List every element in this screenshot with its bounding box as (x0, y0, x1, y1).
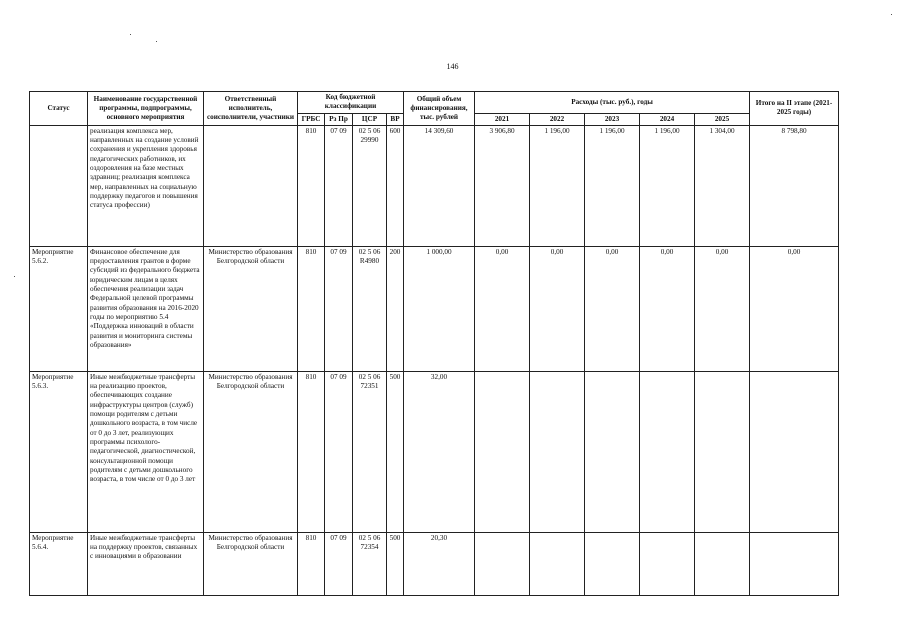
header-rz-pr: Рз Пр (325, 113, 353, 125)
cell-2025 (695, 532, 750, 595)
cell-name: Иные межбюджетные трансферты на реализацию проектов, обеспечивающих создание инфраструктуры центров (служб) помощи родителям с детьми дошкольного возраста, в том числе от 0 до 3 лет, реализующих программы психолого-педагогической, диагностической, консультационной помощи родителям с детьми дошкольного возраста, в том числе от 0 до 3 лет (88, 371, 204, 532)
header-year-2025: 2025 (695, 113, 750, 125)
cell-csr: 02 5 06 72351 (353, 371, 387, 532)
scan-speck (891, 14, 892, 15)
cell-2021: 0,00 (475, 246, 530, 371)
cell-2021: 3 906,80 (475, 125, 530, 246)
cell-2021 (475, 532, 530, 595)
cell-stage-total (750, 371, 839, 532)
cell-name: реализация комплекса мер, направленных на создание условий сохранения и укрепления здоровья педагогических работников, их оздоровления на базе местных здравниц; реализация комплекса мер, направленных на социальную поддержку педагогов и повышения статуса профессии) (88, 125, 204, 246)
page-number: 146 (446, 62, 459, 71)
cell-2022 (530, 371, 585, 532)
cell-stage-total: 0,00 (750, 246, 839, 371)
header-name: Наименование государственной программы, подпрограммы, основного мероприятия (88, 92, 204, 126)
cell-csr: 02 5 06 29990 (353, 125, 387, 246)
cell-2023 (585, 532, 640, 595)
cell-stage-total: 8 798,80 (750, 125, 839, 246)
cell-2022: 0,00 (530, 246, 585, 371)
header-stage-total: Итого на II этапе (2021-2025 годы) (750, 92, 839, 126)
cell-2025: 1 304,00 (695, 125, 750, 246)
header-grbs: ГРБС (298, 113, 325, 125)
cell-2024: 0,00 (640, 246, 695, 371)
scan-speck (156, 41, 157, 42)
cell-2025: 0,00 (695, 246, 750, 371)
cell-vr: 200 (387, 246, 404, 371)
cell-grbs: 810 (298, 371, 325, 532)
cell-csr: 02 5 06 72354 (353, 532, 387, 595)
cell-2024: 1 196,00 (640, 125, 695, 246)
cell-2023: 0,00 (585, 246, 640, 371)
table-row (30, 532, 839, 595)
header-total-financing: Общий объем финансирования, тыс. рублей (404, 92, 475, 126)
cell-rz-pr: 07 09 (325, 532, 353, 595)
header-year-2023: 2023 (585, 113, 640, 125)
cell-status: Мероприятие 5.6.3. (30, 371, 88, 532)
cell-vr: 500 (387, 371, 404, 532)
header-responsible: Ответственный исполнитель, соисполнители, участники (204, 92, 298, 126)
cell-total: 1 000,00 (404, 246, 475, 371)
cell-total: 32,00 (404, 371, 475, 532)
cell-total: 14 309,60 (404, 125, 475, 246)
header-vr: ВР (387, 113, 404, 125)
cell-2024 (640, 532, 695, 595)
cell-responsible: Министерство образования Белгородской области (204, 532, 298, 595)
cell-status (30, 125, 88, 246)
budget-table (29, 91, 839, 596)
cell-csr: 02 5 06 R4980 (353, 246, 387, 371)
table-row (30, 125, 839, 246)
cell-2025 (695, 371, 750, 532)
cell-grbs: 810 (298, 532, 325, 595)
cell-stage-total (750, 532, 839, 595)
table-header (30, 92, 839, 126)
header-year-2022: 2022 (530, 113, 585, 125)
cell-status: Мероприятие 5.6.4. (30, 532, 88, 595)
cell-2021 (475, 371, 530, 532)
cell-2024 (640, 371, 695, 532)
header-csr: ЦСР (353, 113, 387, 125)
header-budget-code: Код бюджетной классификации (298, 92, 404, 114)
cell-name: Финансовое обеспечение для предоставления грантов в форме субсидий из федерального бюджета юридическим лицам в целях обеспечения реализации задач Федеральной целевой программы развития образования на 2016-2020 годы по мероприятию 5.4 «Поддержка инноваций в области развития и мониторинга системы образования» (88, 246, 204, 371)
cell-2023: 1 196,00 (585, 125, 640, 246)
scan-speck (130, 34, 131, 35)
header-status: Статус (30, 92, 88, 126)
cell-status: Мероприятие 5.6.2. (30, 246, 88, 371)
header-year-2021: 2021 (475, 113, 530, 125)
cell-2023 (585, 371, 640, 532)
cell-rz-pr: 07 09 (325, 246, 353, 371)
table-row (30, 371, 839, 532)
cell-2022: 1 196,00 (530, 125, 585, 246)
cell-responsible: Министерство образования Белгородской области (204, 246, 298, 371)
scan-speck (14, 276, 15, 277)
cell-responsible (204, 125, 298, 246)
cell-rz-pr: 07 09 (325, 371, 353, 532)
cell-grbs: 810 (298, 125, 325, 246)
cell-rz-pr: 07 09 (325, 125, 353, 246)
header-expenses: Расходы (тыс. руб.), годы (475, 92, 750, 114)
header-year-2024: 2024 (640, 113, 695, 125)
cell-grbs: 810 (298, 246, 325, 371)
cell-responsible: Министерство образования Белгородской области (204, 371, 298, 532)
cell-name: Иные межбюджетные трансферты на поддержку проектов, связанных с инновациями в образовании (88, 532, 204, 595)
cell-vr: 600 (387, 125, 404, 246)
cell-2022 (530, 532, 585, 595)
table-row (30, 246, 839, 371)
cell-vr: 500 (387, 532, 404, 595)
cell-total: 20,30 (404, 532, 475, 595)
